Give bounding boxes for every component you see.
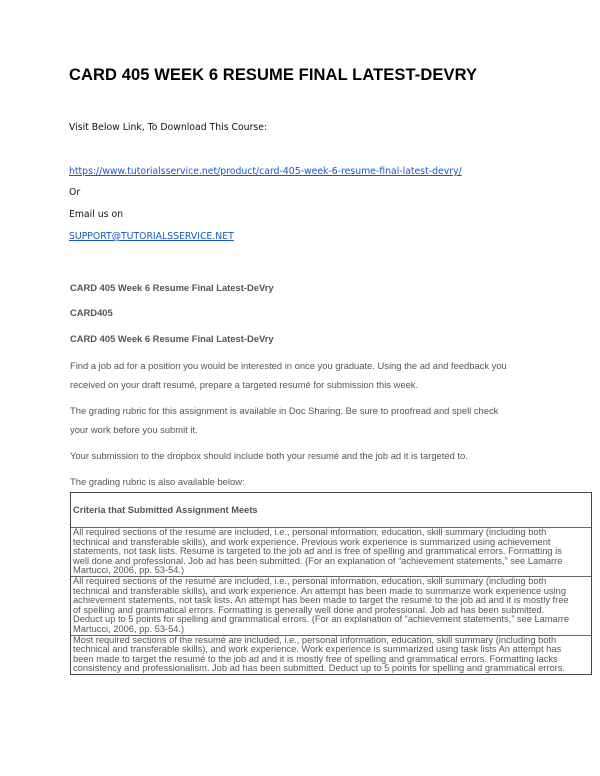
instructions-line-2: received on your draft resumé, prepare a targeted resumé for submission this week. [70,379,419,390]
rubric-note-line-1: The grading rubric for this assignment is available in Doc Sharing. Be sure to proofread and spell check [70,405,499,416]
rubric-row-line: All required sections of the resumé are included, i.e., personal information, education, skill summary (including both [73,575,547,586]
grading-rubric-table [70,492,592,675]
document-title: CARD 405 WEEK 6 RESUME FINAL LATEST-DEVRY [69,66,478,84]
course-code: CARD405 [70,307,113,318]
rubric-row-line: consistency and professionalism. Job ad has been submitted. Deduct up to 5 points for spelling and grammatical errors. [73,663,565,674]
section-heading: CARD 405 Week 6 Resume Final Latest-DeVry [70,282,274,293]
rubric-row-line: well done and professional. Job ad has been submitted. (For an explanation of “achievement statements,” see Lamarre [73,555,563,566]
rubric-row [71,528,591,577]
rubric-row-line: Martucci, 2006, pp. 53-54.) [73,565,185,576]
rubric-row-line: technical and transferable skills), and work experience. Previous work experience is summarized using achievement [73,536,551,547]
email-label: Email us on [69,209,124,220]
visit-instruction: Visit Below Link, To Download This Course: [69,122,268,133]
rubric-row-line: statements, not task lists. Resumé is targeted to the job ad and is free of spelling and grammatical errors. Formatting is [73,546,562,557]
rubric-row-line: achievement statements, not task lists. An attempt has been made to target the resumé to the job ad and it is mostly free [73,595,569,606]
rubric-row-line: technical and transferable skills), and work experience. Work experience is summarized using task lists An attempt has [73,644,562,655]
rubric-row [71,577,591,636]
rubric-row-line: been made to target the resumé to the job ad and it is mostly free of spelling and grammatical errors. Formatting lacks [73,653,558,664]
rubric-row-line: of spelling and grammatical errors. Formatting is generally well done and professional. Job ad has been submitted. [73,604,545,615]
assignment-heading: CARD 405 Week 6 Resume Final Latest-DeVry [70,333,274,344]
submission-note: Your submission to the dropbox should include both your resumé and the job ad it is targeted to. [70,450,468,461]
instructions-line-1: Find a job ad for a position you would be interested in once you graduate. Using the ad and feedback you [70,360,507,371]
course-download-link[interactable]: https://www.tutorialsservice.net/product/card-405-week-6-resume-final-latest-devry/ [69,166,462,177]
rubric-row-line: Deduct up to 5 points for spelling and grammatical errors. (For an explanation of “achievement statements,” see Lamarre [73,614,570,625]
or-text: Or [69,187,81,198]
rubric-note-line-2: your work before you submit it. [70,424,198,435]
rubric-row-line: All required sections of the resumé are included, i.e., personal information, education, skill summary (including both [73,527,547,537]
rubric-row-line: technical and transferable skills), and work experience. An attempt has been made to summarize work experience using [73,585,566,596]
rubric-row-line: Most required sections of the resumé are included, i.e., personal information, education, skill summary (including both [73,634,557,645]
rubric-intro: The grading rubric is also available below: [70,476,245,487]
rubric-row [71,636,591,674]
support-email-link[interactable]: SUPPORT@TUTORIALSSERVICE.NET [69,231,234,242]
rubric-header: Criteria that Submitted Assignment Meets [71,493,591,528]
rubric-row-line: Martucci, 2006, pp. 53-54.) [73,623,185,634]
